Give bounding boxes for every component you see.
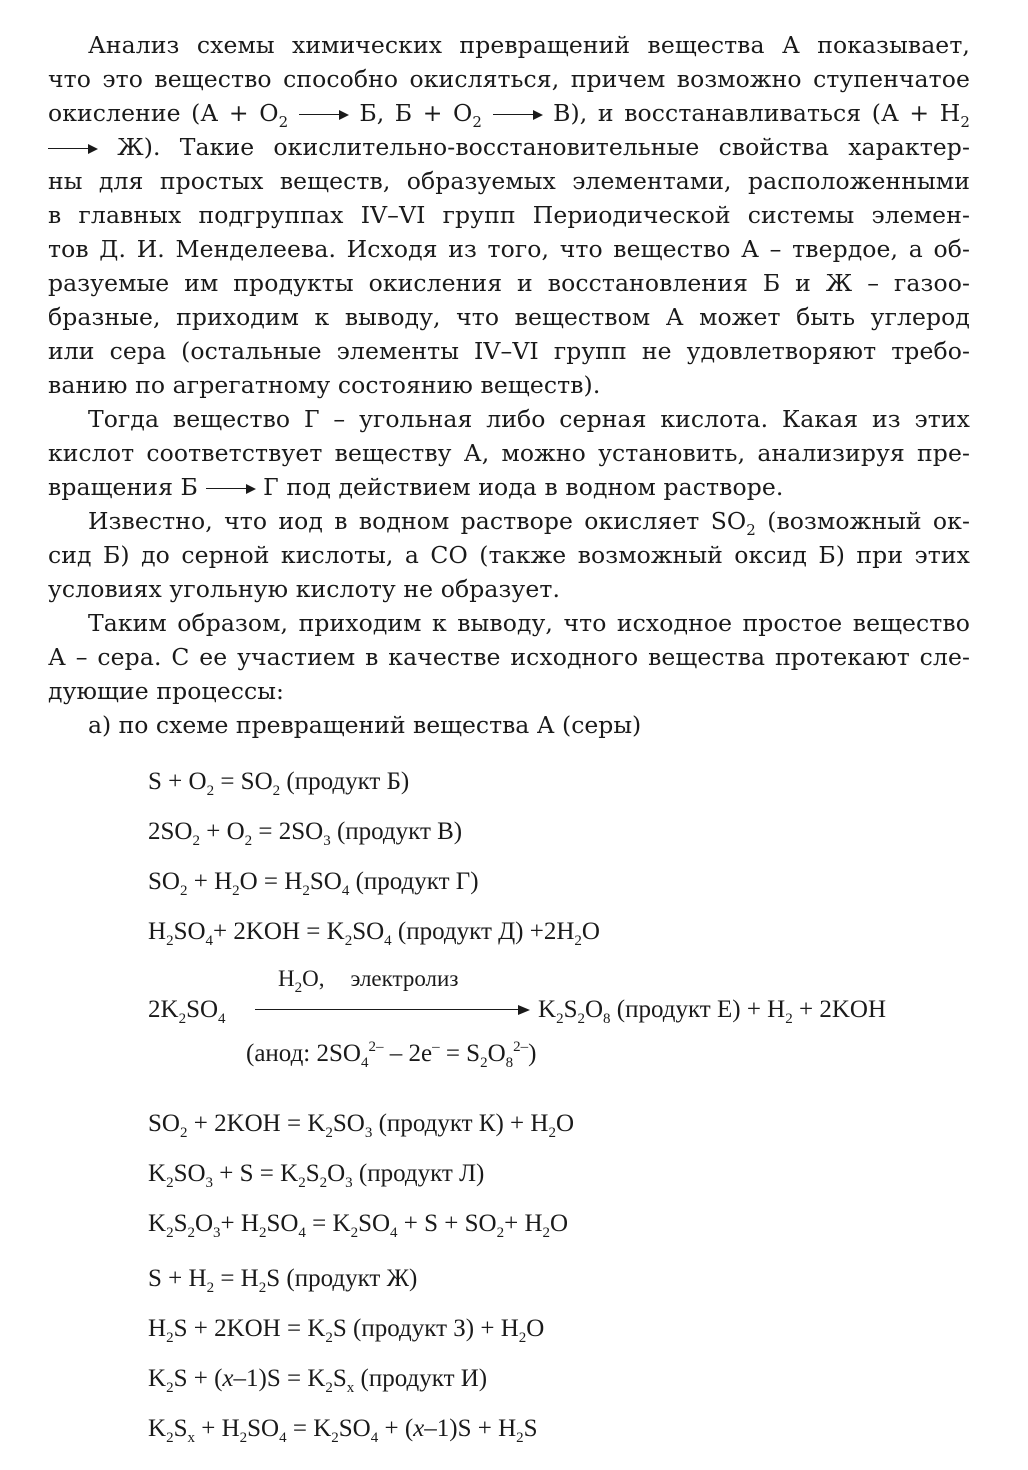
anode-half-reaction: (анод: $2SO_4^{2-} - 2e^- = S_2O_8^{2-}$) xyxy=(246,1039,537,1071)
page-content xyxy=(48,28,970,742)
electrolysis-products: $K_2S_2O_8$ (продукт $Е) + H_2 + 2KOH$ xyxy=(538,996,886,1027)
paragraph-analysis: Анализ схемы химических превращений вещества А показывает, что это вещество способно окисляться, причем возможно ступенчатое окисление ($А + O_2$ Б, $Б + O_2$ В), и восстанавливаться ($А + H_2$ Ж). Такие окислительно-восстановительные свойства характер- ны для простых веществ, образуемых элементами, расположенными в главных подгруппах IV–VI групп Периодической системы элемен- тов Д. И. Менделеева. Исходя из того, что вещество А – твердое, а об- разуемые им продукты окисления и восстановления Б и Ж – газоо- бразные, приходим к выводу, что веществом А может быть углерод или сера (остальные элементы IV–VI групп не удовлетворяют требо- ванию по агрегатному состоянию веществ). xyxy=(48,31,970,399)
reaction-arrow-icon xyxy=(48,143,98,155)
equations-block xyxy=(148,760,988,1460)
paragraph-acid: Тогда вещество Г – угольная либо серная кислота. Какая из этих кислот соответствует веществу А, можно установить, анализируя пре- вращения Б Г под действием иода в водном растворе. xyxy=(48,405,970,501)
equation-7: $K_2SO_3 + S = K_2S_2O_3$ (продукт Л) xyxy=(148,1160,485,1191)
electrolysis-arrow-icon xyxy=(255,1004,530,1016)
paragraph-iodine: Известно, что иод в водном растворе окисляет $SO_2$ (возможный ок- сид Б) до серной кислоты, а СО (также возможный оксид Б) при этих условиях угольную кислоту не образует. xyxy=(48,507,971,603)
equation-4: $H_2SO_4+ 2KOH = K_2SO_4$ (продукт $Д) +2H_2O$ xyxy=(148,918,600,949)
reaction-arrow-icon xyxy=(206,483,256,495)
electrolysis-conditions: $H_2O$, электролиз xyxy=(278,966,459,996)
reaction-arrow-icon xyxy=(299,109,349,121)
equation-9: $S + H_2 = H_2S$ (продукт Ж) xyxy=(148,1265,418,1296)
electrolysis-reactant: $2K_2SO_4$ xyxy=(148,996,226,1027)
list-item-a: а) по схеме превращений вещества А (серы) xyxy=(88,711,642,739)
equation-5-electrolysis xyxy=(148,966,978,1080)
reaction-arrow-icon xyxy=(493,109,543,121)
paragraph-conclusion: Таким образом, приходим к выводу, что исходное простое вещество А – сера. С ее участием в качестве исходного вещества протекают сле- дующие процессы: xyxy=(48,609,970,705)
equation-2: $2SO_2 + O_2 = 2SO_3$ (продукт В) xyxy=(148,818,463,849)
equation-6: $SO_2 + 2KOH = K_2SO_3$ (продукт $К) + H_2O$ xyxy=(148,1110,575,1141)
equation-3: $SO_2 + H_2O = H_2SO_4$ (продукт Г) xyxy=(148,868,479,899)
equation-10: $H_2S + 2KOH = K_2S$ (продукт $З) + H_2O$ xyxy=(148,1315,545,1346)
equation-11: $K_2S + (x-1)S = K_2S_x$ (продукт И) xyxy=(148,1365,488,1396)
equation-1: $S + O_2 = SO_2$ (продукт Б) xyxy=(148,768,410,799)
equation-8: $K_2S_2O_3+ H_2SO_4 = K_2SO_4 + S + SO_2+ H_2O$ xyxy=(148,1210,569,1241)
equation-12: $K_2S_x + H_2SO_4 = K_2SO_4 + (x-1)S + H_2S$ xyxy=(148,1415,538,1446)
